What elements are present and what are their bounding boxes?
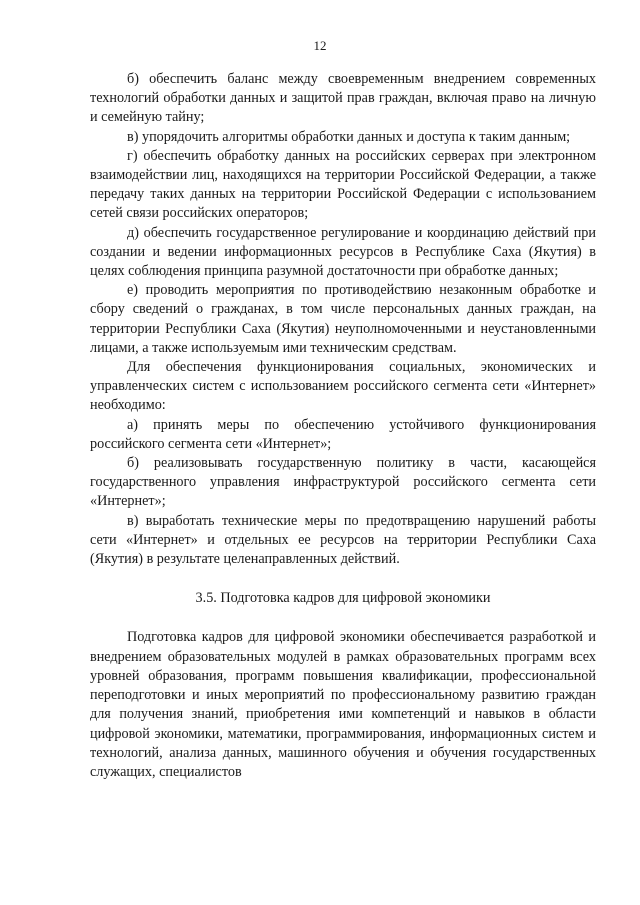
paragraph-internet-b: б) реализовывать государственную политику в части, касающейся государственного управления инфраструктурой российского сегмента сети «Интернет»; <box>90 455 596 510</box>
paragraph-internet-a: а) принять меры по обеспечению устойчивого функционирования российского сегмента сети «Интернет»; <box>90 416 596 452</box>
document-body <box>90 70 596 782</box>
paragraph-internet-v: в) выработать технические меры по предотвращению нарушений работы сети «Интернет» и отдельных ее ресурсов на территории Республики Саха (Якутия) в результате целенаправленных действий. <box>90 512 596 568</box>
page-number: 12 <box>313 38 327 53</box>
paragraph-training: Подготовка кадров для цифровой экономики обеспечивается разработкой и внедрением образовательных модулей в рамках образовательных программ всех уровней образования, программ повышения квалификации, профессиональной переподготовки и иных мероприятий по профессиональному развитию граждан для получения знаний, приобретения ими компетенций и навыков в области цифровой экономики, математики, программирования, информационных систем и технологий, анализа данных, машинного обучения и обучения государственных служащих, специалистов <box>90 629 596 780</box>
paragraph-e: е) проводить мероприятия по противодействию незаконным обработке и сбору сведений о гражданах, в том числе персональных данных граждан, на территории Республики Саха (Якутия) неуполномоченными и неустановленными лицами, а также используемым ими техническим средствам. <box>90 282 596 356</box>
paragraph-internet-intro: Для обеспечения функционирования социальных, экономических и управленческих систем с использованием российского сегмента сети «Интернет» необходимо: <box>90 359 596 414</box>
paragraph-b: б) обеспечить баланс между своевременным внедрением современных технологий обработки данных и защитой прав граждан, включая право на личную и семейную тайну; <box>90 71 596 126</box>
paragraph-d: д) обеспечить государственное регулирование и координацию действий при создании и ведении информационных ресурсов в Республике Саха (Якутия) в целях соблюдения принципа разумной достаточности при обработке данных; <box>90 224 596 280</box>
section-heading: 3.5. Подготовка кадров для цифровой экономики <box>195 590 491 607</box>
paragraph-g: г) обеспечить обработку данных на российских серверах при электронном взаимодействии лиц, находящихся на территории Российской Федерации, а также передачу таких данных на территории Российской Федерации с использованием сетей связи российских операторов; <box>90 147 596 222</box>
paragraph-v: в) упорядочить алгоритмы обработки данных и доступа к таким данным; <box>127 128 571 145</box>
